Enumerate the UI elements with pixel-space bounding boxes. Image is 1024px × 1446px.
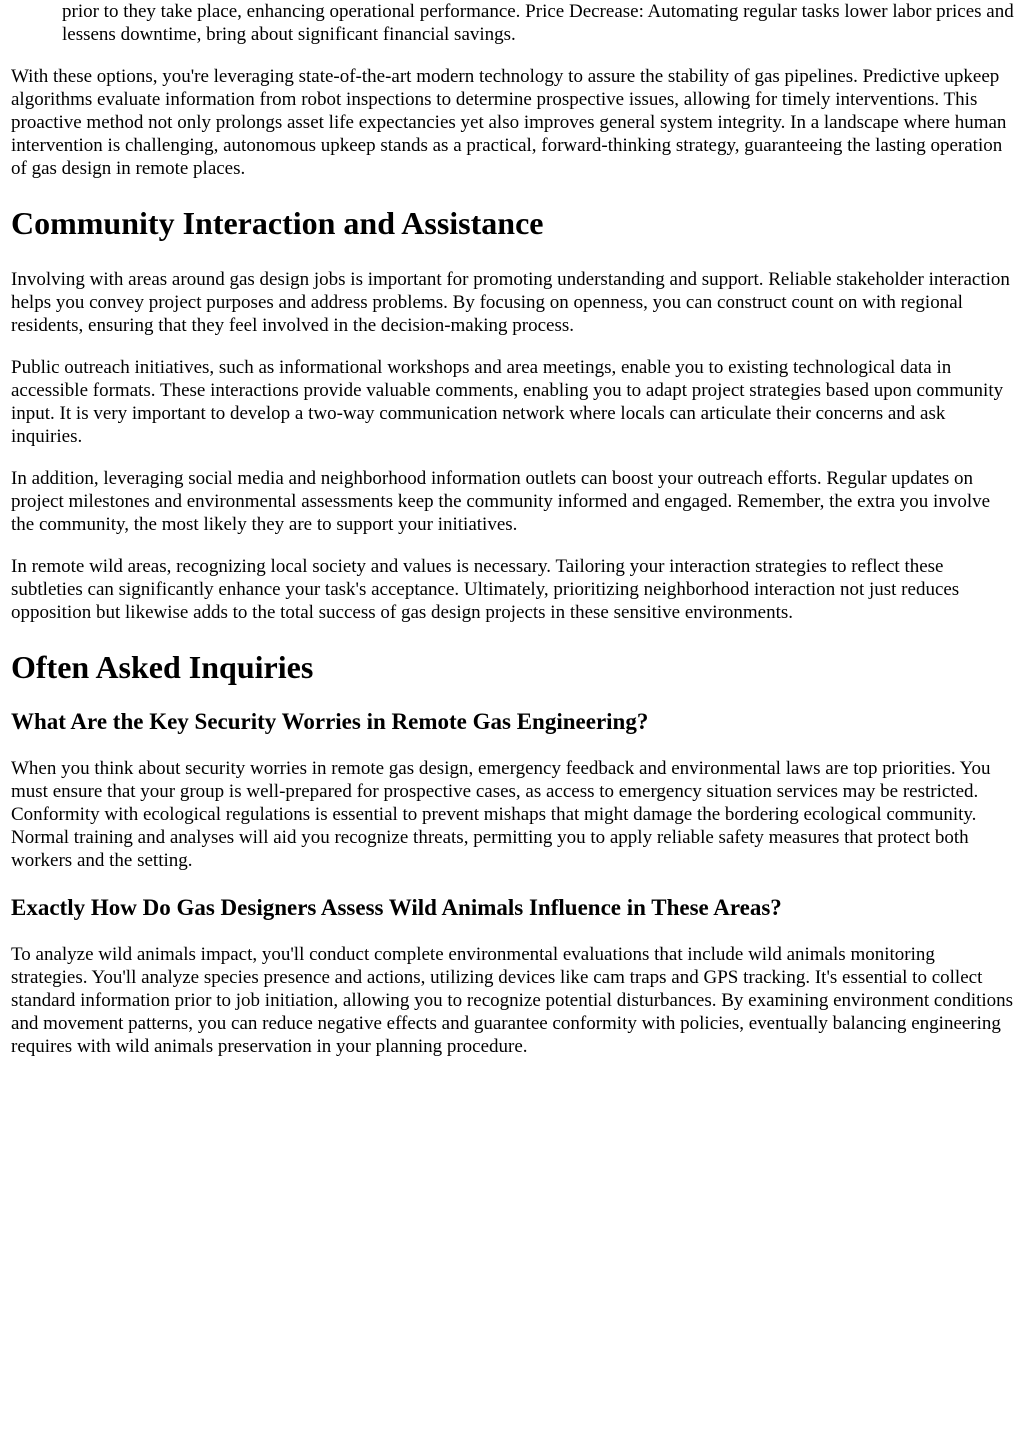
section-heading-community: Community Interaction and Assistance: [11, 205, 544, 241]
section-heading-faq: Often Asked Inquiries: [11, 649, 314, 685]
faq-answer-safety: When you think about security worries in remote gas design, emergency feedback and environmental laws are top priorities. You must ensure that your group is well-prepared for prospective cases, as access to emergency situation services may be restricted. Conformity with ecological regulations is essential to prevent mishaps that might damage the bordering ecological community. Normal training and analyses will aid you recognize threats, permitting you to apply reliable safety measures that protect both workers and the setting.: [11, 758, 991, 871]
faq-answer-wildlife: To analyze wild animals impact, you'll conduct complete environmental evaluations that include wild animals monitoring strategies. You'll analyze species presence and actions, utilizing devices like cam traps and GPS tracking. It's essential to collect standard information prior to job initiation, allowing you to recognize potential disturbances. By examining environment conditions and movement patterns, you can reduce negative effects and guarantee conformity with policies, eventually balancing engineering requires with wild animals preservation in your planning procedure.: [11, 944, 1014, 1057]
paragraph-community-2: Public outreach initiatives, such as informational workshops and area meetings, enable you to existing technological data in accessible formats. These interactions provide valuable comments, enabling you to adapt project strategies based upon community input. It is very important to develop a two-way communication network where locals can articulate their concerns and ask inquiries.: [11, 357, 1004, 447]
paragraph-pipeline-options: With these options, you're leveraging state-of-the-art modern technology to assure the stability of gas pipelines. Predictive upkeep algorithms evaluate information from robot inspections to determine prospective issues, allowing for timely interventions. This proactive method not only prolongs asset life expectancies yet also improves general system integrity. In a landscape where human intervention is challenging, autonomous upkeep stands as a practical, forward-thinking strategy, guaranteeing the lasting operation of gas design in remote places.: [11, 66, 1007, 179]
paragraph-community-1: Involving with areas around gas design jobs is important for promoting understanding and support. Reliable stakeholder interaction helps you convey project purposes and address problems. By focusing on openness, you can construct count on with regional residents, ensuring that they feel involved in the decision-making process.: [11, 269, 1010, 336]
faq-question-wildlife: Exactly How Do Gas Designers Assess Wild Animals Influence in These Areas?: [11, 895, 782, 920]
paragraph-community-3: In addition, leveraging social media and neighborhood information outlets can boost your outreach efforts. Regular updates on project milestones and environmental assessments keep the community informed and engaged. Remember, the extra you involve the community, the most likely they are to support your initiatives.: [11, 468, 991, 535]
list-item-fragment: prior to they take place, enhancing operational performance. Price Decrease: Automating regular tasks lower labor prices and lessens downtime, bring about significant financial savings.: [62, 1, 1014, 45]
paragraph-community-4: In remote wild areas, recognizing local society and values is necessary. Tailoring your interaction strategies to reflect these subtleties can significantly enhance your task's acceptance. Ultimately, prioritizing neighborhood interaction not just reduces opposition but likewise adds to the total success of gas design projects in these sensitive environments.: [11, 556, 960, 623]
article-content: [11, 0, 1015, 1058]
faq-question-safety: What Are the Key Security Worries in Remote Gas Engineering?: [11, 709, 649, 734]
